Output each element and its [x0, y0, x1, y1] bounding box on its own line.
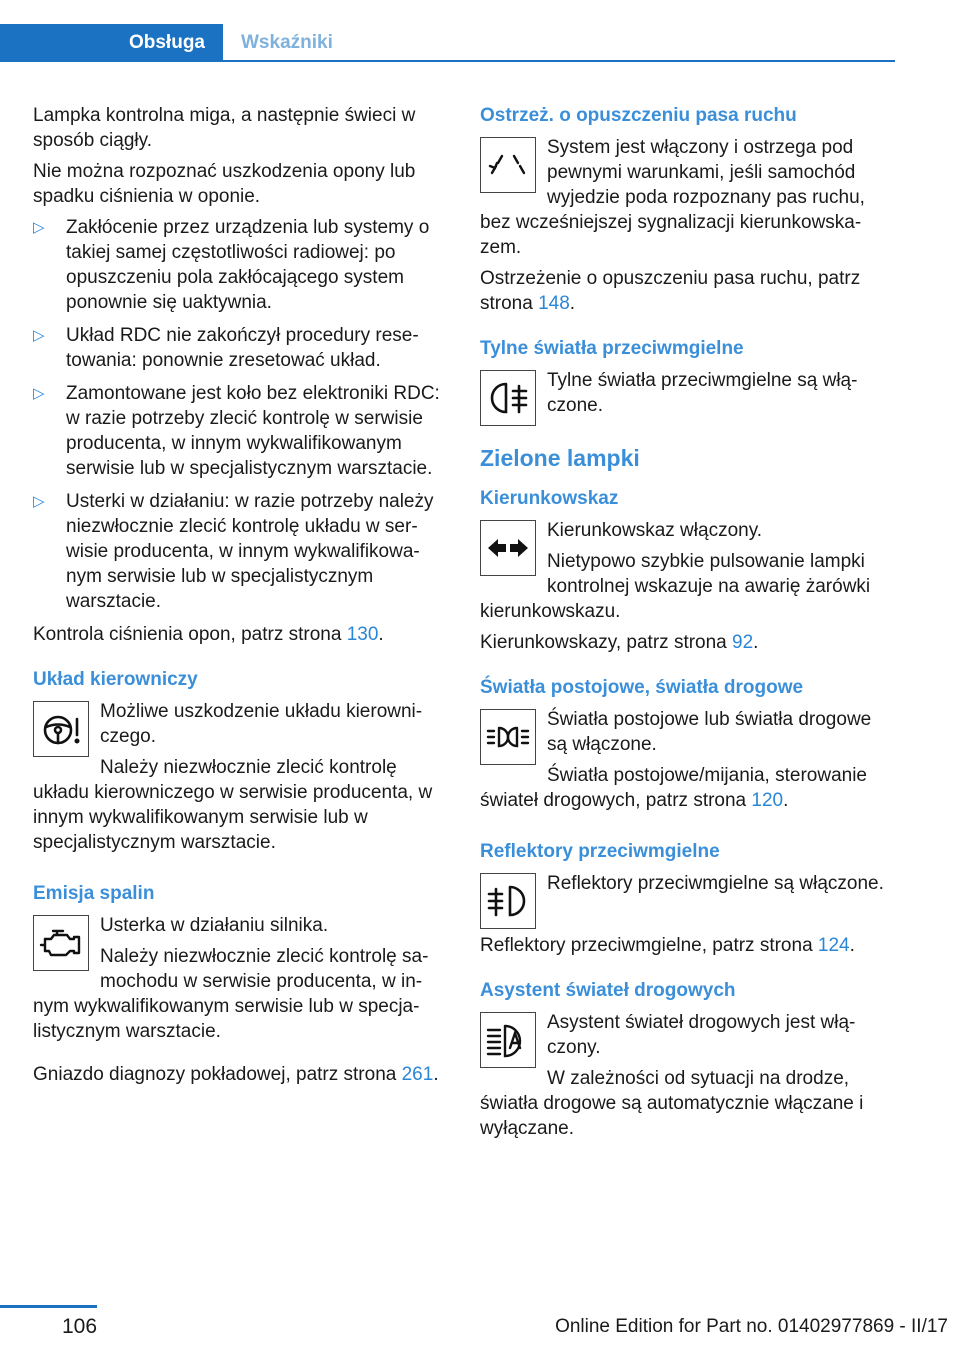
- header-tabs: [0, 24, 895, 62]
- cross-reference: Kierunkowskazy, patrz strona 92.: [480, 632, 759, 653]
- parking-lights-icon: [480, 709, 536, 765]
- paragraph: System jest włączony i ostrzega pod pewnymi warunkami, jeśli samochód wyjedzie poda rozpoznany pas ruchu, bez wcześniejszej sygnalizacji kierunkowskazem.: [480, 137, 865, 258]
- paragraph: Nietypowo szybkie pulsowanie lampki kontrolnej wskazuje na awarię żarówki kierunkowskazu.: [480, 551, 871, 622]
- front-fog-light-icon: [480, 873, 536, 929]
- section-heading-emission: Emisja spalin: [33, 883, 155, 904]
- paragraph: Światła postojowe lub światła drogowe są włączone.: [547, 709, 872, 755]
- steering-warning-icon: [33, 701, 89, 757]
- header-divider: [0, 60, 895, 62]
- paragraph: Lampka kontrolna miga, a następnie świeci w sposób ciągły.: [33, 105, 416, 151]
- page-link-130[interactable]: 130: [346, 624, 379, 645]
- section-heading-front-fog: Reflektory przeciwmgielne: [480, 841, 720, 862]
- paragraph: Należy niezwłocznie zlecić kontrolę samochodu w serwisie producenta, w innym wykwalifikowanym serwisie lub w specjalistycznym warsztacie.: [33, 946, 429, 1042]
- high-beam-assist-icon: [480, 1012, 536, 1068]
- page-link-124[interactable]: 124: [817, 935, 850, 956]
- page-number: 106: [62, 1315, 98, 1338]
- paragraph: Tylne światła przeciwmgielne są włączone.: [547, 370, 858, 416]
- paragraph: Kierunkowskaz włączony.: [547, 520, 763, 541]
- list-item: ▷ Usterki w działaniu: w razie potrzeby należy niezwłocznie zlecić kontrolę układu w serwisie producenta, w innym wykwalifikowanym serwisie lub w specjalistycznym warsztacie.: [33, 489, 448, 614]
- section-heading-green-lamps: Zielone lampki: [480, 445, 640, 471]
- front-fog-block: [480, 871, 895, 933]
- paragraph: Należy niezwłocznie zlecić kontrolę układu kierowniczego w serwisie producenta, w innym wykwalifikowanym serwisie lub w specjalistycznym warsztacie.: [33, 757, 433, 853]
- paragraph: Usterka w działaniu silnika.: [100, 915, 329, 936]
- footer-divider: [0, 1305, 97, 1308]
- page-link-261[interactable]: 261: [401, 1064, 434, 1085]
- list-item: ▷ Układ RDC nie zakończył procedury resetowania: ponownie zresetować układ.: [33, 323, 448, 373]
- paragraph: Reflektory przeciwmgielne są włączone.: [547, 873, 884, 894]
- turn-block: [480, 518, 895, 630]
- section-heading-parking-lights: Światła postojowe, światła drogowe: [480, 677, 804, 698]
- paragraph: Asystent świateł drogowych jest włączony.: [547, 1012, 856, 1058]
- cross-reference: Kontrola ciśnienia opon, patrz strona 130.: [33, 624, 384, 645]
- section-heading-turn-signal: Kierunkowskaz: [480, 488, 619, 509]
- lane-block: [480, 135, 895, 266]
- cross-reference: Ostrzeżenie o opuszczeniu pasa ruchu, patrz strona 148.: [480, 268, 861, 314]
- tab-obsluga[interactable]: Obsługa: [0, 24, 223, 61]
- right-column: [480, 103, 895, 1147]
- section-heading-high-beam-assist: Asystent świateł drogowych: [480, 980, 736, 1001]
- left-column: [33, 103, 448, 1093]
- cross-reference: Światła postojowe/mijania, sterowanie świateł drogowych, patrz strona 120.: [480, 765, 867, 811]
- section-heading-steering: Układ kierowniczy: [33, 669, 198, 690]
- turn-signal-icon: [480, 520, 536, 576]
- paragraph: Możliwe uszkodzenie układu kierowniczego.: [100, 701, 423, 747]
- rear-fog-block: [480, 368, 895, 430]
- high-beam-assist-block: [480, 1010, 895, 1147]
- page-link-120[interactable]: 120: [751, 790, 784, 811]
- lane-departure-icon: [480, 137, 536, 193]
- section-heading-rear-fog: Tylne światła przeciwmgielne: [480, 338, 744, 359]
- tab-wskazniki[interactable]: Wskaźniki: [241, 31, 333, 53]
- paragraph: Nie można rozpoznać uszkodzenia opony lub spadku ciśnienia w oponie.: [33, 161, 416, 207]
- paragraph: W zależności od sytuacji na drodze, światła drogowe są automatycznie włączane i wyłączane.: [480, 1068, 864, 1139]
- cross-reference: Reflektory przeciwmgielne, patrz strona 124.: [480, 935, 855, 956]
- list-item: ▷ Zakłócenie przez urządzenia lub systemy o takiej samej częstotliwości radiowej: po opuszczeniu pola zakłócającego system ponownie się uaktywnia.: [33, 215, 448, 315]
- bullet-list: [33, 215, 448, 614]
- rear-fog-light-icon: [480, 370, 536, 426]
- page-link-148[interactable]: 148: [538, 293, 570, 314]
- cross-reference: Gniazdo diagnozy pokładowej, patrz strona 261.: [33, 1064, 439, 1085]
- steering-block: [33, 699, 448, 861]
- section-heading-lane-departure: Ostrzeż. o opuszczeniu pasa ruchu: [480, 105, 797, 126]
- page-link-92[interactable]: 92: [732, 632, 754, 653]
- emission-block: [33, 913, 448, 1050]
- engine-check-icon: [33, 915, 89, 971]
- parking-block: [480, 707, 895, 819]
- list-item: ▷ Zamontowane jest koło bez elektroniki RDC: w razie potrzeby zlecić kontrolę w serwisie producenta, w innym wykwalifikowanym serwisie lub w specjalistycznym warsztacie.: [33, 381, 448, 481]
- edition-label: Online Edition for Part no. 01402977869 - II/17: [555, 1316, 948, 1337]
